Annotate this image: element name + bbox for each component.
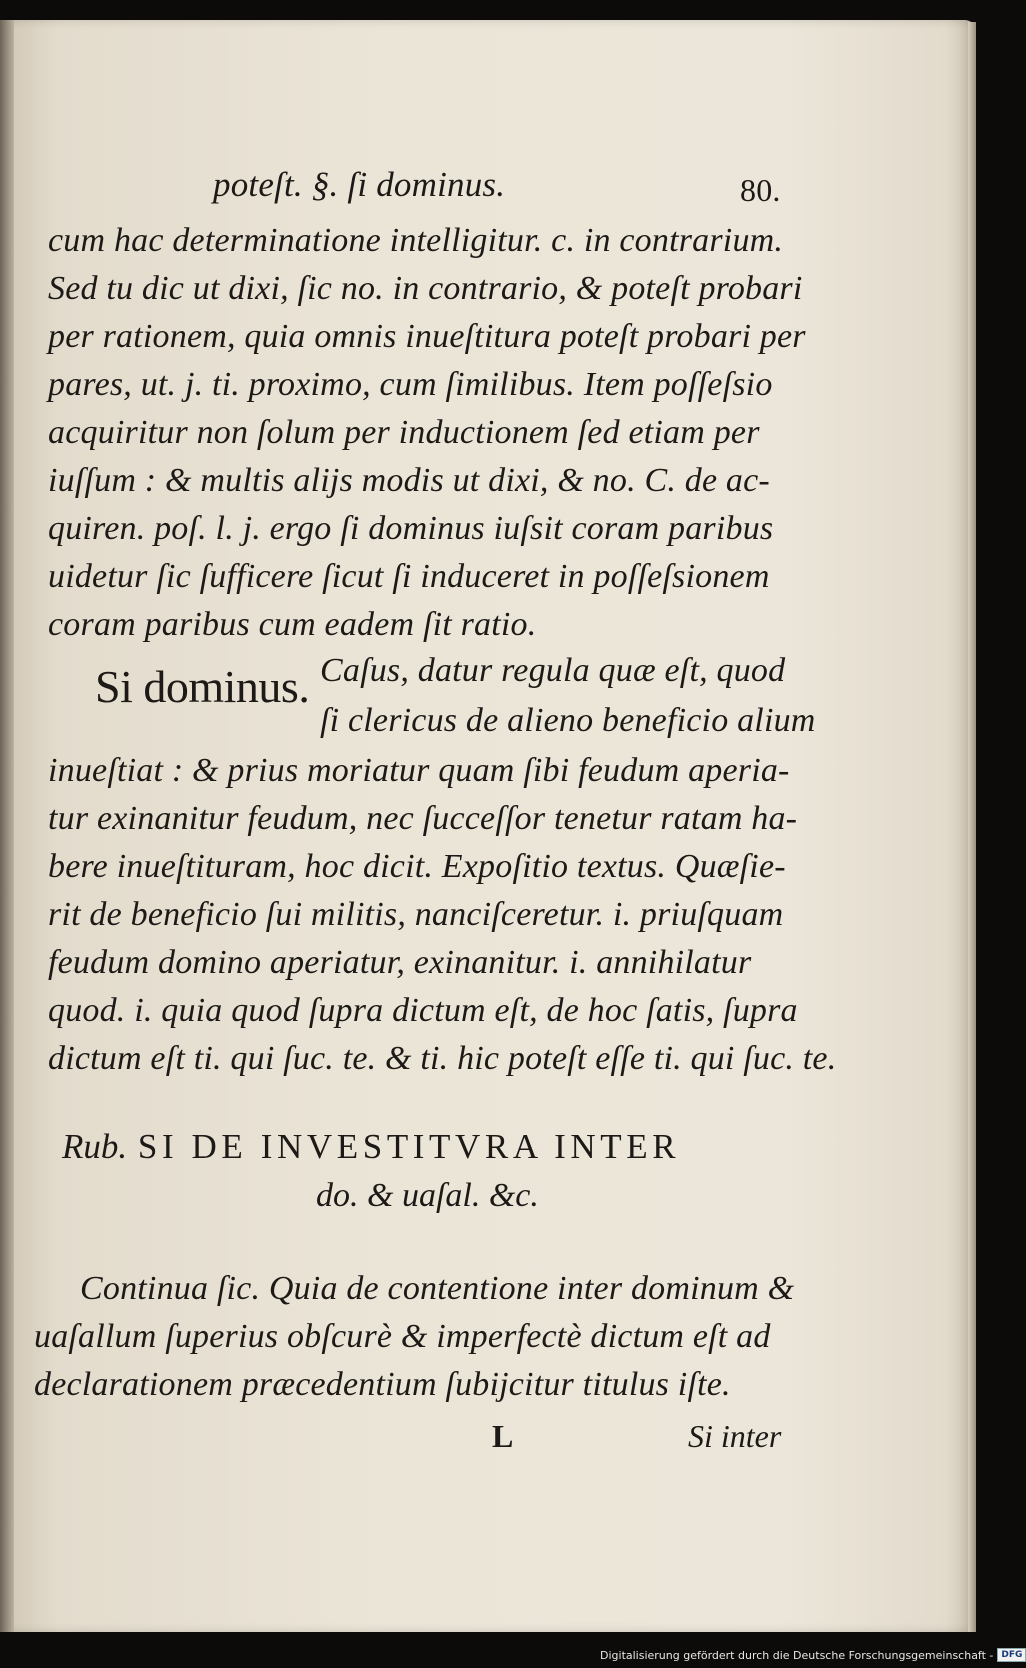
credit-text: Digitalisierung gefördert durch die Deutsche Forschungsgemeinschaft - <box>600 1648 994 1662</box>
running-head: poteſt. §. ſi dominus. <box>213 165 506 204</box>
text-line: feudum domino aperiatur, exinanitur. i. annihilatur <box>48 944 752 981</box>
signature-mark: L <box>492 1418 514 1454</box>
catchword: Si inter <box>688 1418 782 1454</box>
text-line: uaſallum ſuperius obſcurè & imperfectè dictum eſt ad <box>34 1318 771 1355</box>
text-line: inueſtiat : & prius moriatur quam ſibi feudum aperia- <box>48 752 790 789</box>
text-line: cum hac determinatione intelligitur. c. in contrarium. <box>48 222 784 259</box>
text-line: iuſſum : & multis alijs modis ut dixi, & no. C. de ac- <box>48 462 770 499</box>
text-line: acquiritur non ſolum per inductionem ſed etiam per <box>48 414 760 451</box>
text-line: tur exinanitur feudum, nec ſucceſſor tenetur ratam ha- <box>48 800 798 837</box>
text-line: dictum eſt ti. qui ſuc. te. & ti. hic poteſt eſſe ti. qui ſuc. te. <box>48 1040 837 1077</box>
text-line: rit de beneficio ſui militis, nanciſceretur. i. priuſquam <box>48 896 784 933</box>
dfg-logo: DFG <box>997 1648 1026 1662</box>
text-line: Sed tu dic ut dixi, ſic no. in contrario, & poteſt probari <box>48 270 803 307</box>
text-line: coram paribus cum eadem ſit ratio. <box>48 606 537 643</box>
rubric-heading <box>62 1127 680 1167</box>
page-gutter <box>0 20 14 1632</box>
digitization-credit <box>600 1648 1026 1662</box>
text-line: bere inueſtituram, hoc dicit. Expoſitio textus. Quæſie- <box>48 848 786 885</box>
text-line: declarationem præcedentium ſubijcitur titulus iſte. <box>34 1366 731 1403</box>
section-initial: Si dominus. <box>95 661 310 712</box>
text-line: ſi clericus de alieno beneficio alium <box>320 702 816 739</box>
text-line: uidetur ſic ſufficere ſicut ſi induceret in poſſeſsionem <box>48 558 770 595</box>
rubric-prefix: Rub. <box>62 1127 128 1166</box>
rubric-title: SI DE INVESTITVRA INTER <box>137 1127 681 1166</box>
rubric-subtitle: do. & uaſal. &c. <box>316 1177 539 1214</box>
text-line: quiren. poſ. l. j. ergo ſi dominus iuſsit coram paribus <box>48 510 774 547</box>
text-line: pares, ut. j. ti. proximo, cum ſimilibus. Item poſſeſsio <box>48 366 773 403</box>
text-line: Continua ſic. Quia de contentione inter dominum & <box>80 1270 795 1307</box>
page-number: 80. <box>740 172 781 208</box>
text-line: quod. i. quia quod ſupra dictum eſt, de hoc ſatis, ſupra <box>48 992 798 1029</box>
page-edge <box>968 22 976 1632</box>
text-line: Caſus, datur regula quæ eſt, quod <box>320 652 786 689</box>
text-line: per rationem, quia omnis inueſtitura poteſt probari per <box>48 318 806 355</box>
